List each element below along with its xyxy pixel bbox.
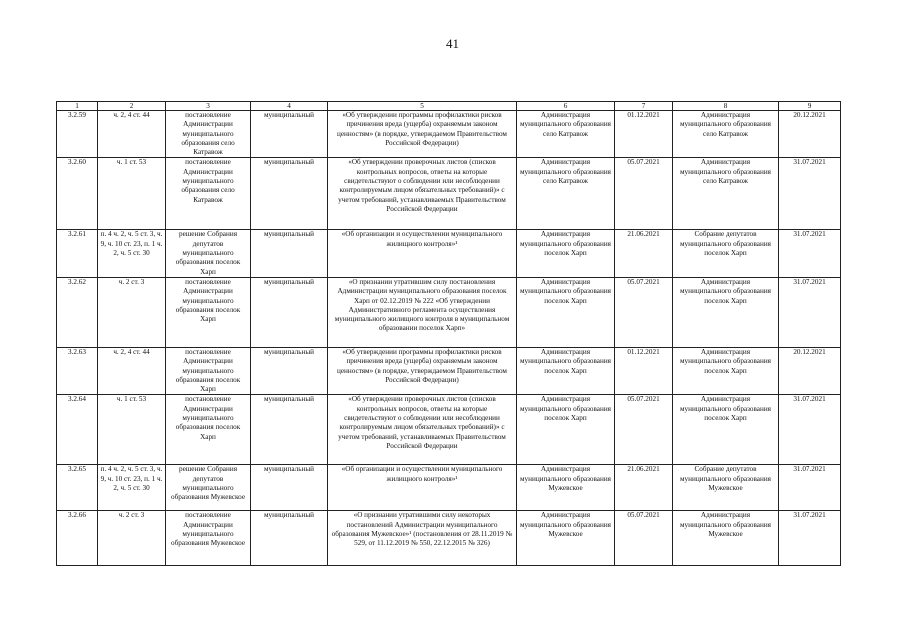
updater-cell: Администрация муниципального образования поселок Харп	[673, 347, 779, 394]
level-cell: муниципальный	[251, 347, 328, 394]
article-cell: ч. 1 ст. 53	[98, 158, 166, 230]
article-cell: ч. 2 ст. 3	[98, 277, 166, 347]
column-header: 5	[328, 102, 517, 111]
responsible-cell: Администрация муниципального образования село Катравож	[517, 158, 615, 230]
updater-cell: Администрация муниципального образования село Катравож	[673, 158, 779, 230]
article-cell: ч. 1 ст. 53	[98, 395, 166, 465]
updater-cell: Администрация муниципального образования село Катравож	[673, 111, 779, 158]
act-form-cell: решение Собрания депутатов муниципального образования Мужевское	[166, 465, 251, 511]
column-header: 6	[517, 102, 615, 111]
update-date-cell: 31.07.2021	[779, 465, 841, 511]
deadline-cell: 01.12.2021	[615, 111, 673, 158]
updater-cell: Собрание депутатов муниципального образования Мужевское	[673, 465, 779, 511]
column-header: 3	[166, 102, 251, 111]
level-cell: муниципальный	[251, 395, 328, 465]
table-row	[57, 347, 841, 394]
act-name-cell: «О признании утратившим силу постановления Администрации муниципального образования поселок Харп от 02.12.2019 № 222 «Об утверждении Административного регламента осуществления муниципального жилищного контроля в муниципальном образовании поселок Харп»	[328, 277, 517, 347]
deadline-cell: 01.12.2021	[615, 347, 673, 394]
responsible-cell: Администрация муниципального образования село Катравож	[517, 111, 615, 158]
article-cell: п. 4 ч. 2, ч. 5 ст. 3, ч. 9, ч. 10 ст. 23, п. 1 ч. 2, ч. 5 ст. 30	[98, 465, 166, 511]
update-date-cell: 20.12.2021	[779, 111, 841, 158]
responsible-cell: Администрация муниципального образования поселок Харп	[517, 230, 615, 277]
responsible-cell: Администрация муниципального образования поселок Харп	[517, 395, 615, 465]
update-date-cell: 31.07.2021	[779, 277, 841, 347]
act-form-cell: постановление Администрации муниципального образования поселок Харп	[166, 277, 251, 347]
table-row	[57, 158, 841, 230]
table-row	[57, 465, 841, 511]
update-date-cell: 31.07.2021	[779, 511, 841, 566]
row-number-cell: 3.2.59	[57, 111, 98, 158]
act-form-cell: постановление Администрации муниципального образования Мужевское	[166, 511, 251, 566]
article-cell: ч. 2, 4 ст. 44	[98, 111, 166, 158]
page-number: 41	[446, 36, 459, 51]
deadline-cell: 05.07.2021	[615, 158, 673, 230]
article-cell: ч. 2, 4 ст. 44	[98, 347, 166, 394]
act-name-cell: «Об утверждении программы профилактики рисков причинения вреда (ущерба) охраняемым законом ценностям» (в порядке, утверждаемом Правительством Российской Федерации)	[328, 111, 517, 158]
row-number-cell: 3.2.66	[57, 511, 98, 566]
update-date-cell: 31.07.2021	[779, 395, 841, 465]
level-cell: муниципальный	[251, 111, 328, 158]
table-row	[57, 111, 841, 158]
update-date-cell: 20.12.2021	[779, 347, 841, 394]
level-cell: муниципальный	[251, 277, 328, 347]
responsible-cell: Администрация муниципального образования поселок Харп	[517, 277, 615, 347]
act-name-cell: «Об организации и осуществлении муниципального жилищного контроля»¹	[328, 230, 517, 277]
row-number-cell: 3.2.62	[57, 277, 98, 347]
column-header: 2	[98, 102, 166, 111]
act-form-cell: решение Собрания депутатов муниципального образования поселок Харп	[166, 230, 251, 277]
act-name-cell: «Об утверждении проверочных листов (списков контрольных вопросов, ответы на которые свидетельствуют о соблюдении или несоблюдении контролируемым лицом обязательных требований)» с учетом требований, устанавливаемых Правительством Российской Федерации	[328, 158, 517, 230]
table-row	[57, 511, 841, 566]
act-form-cell: постановление Администрации муниципального образования село Катравож	[166, 111, 251, 158]
column-header: 4	[251, 102, 328, 111]
table-row	[57, 277, 841, 347]
registry-table	[56, 101, 841, 566]
article-cell: ч. 2 ст. 3	[98, 511, 166, 566]
table-row	[57, 395, 841, 465]
row-number-cell: 3.2.64	[57, 395, 98, 465]
update-date-cell: 31.07.2021	[779, 158, 841, 230]
deadline-cell: 21.06.2021	[615, 230, 673, 277]
row-number-cell: 3.2.63	[57, 347, 98, 394]
level-cell: муниципальный	[251, 158, 328, 230]
row-number-cell: 3.2.65	[57, 465, 98, 511]
level-cell: муниципальный	[251, 511, 328, 566]
updater-cell: Администрация муниципального образования поселок Харп	[673, 395, 779, 465]
deadline-cell: 05.07.2021	[615, 277, 673, 347]
act-form-cell: постановление Администрации муниципального образования село Катравож	[166, 158, 251, 230]
column-header: 1	[57, 102, 98, 111]
act-name-cell: «Об утверждении проверочных листов (списков контрольных вопросов, ответы на которые свидетельствуют о соблюдении или несоблюдении контролируемым лицом обязательных требований)» с учетом требований, устанавливаемых Правительством Российской Федерации	[328, 395, 517, 465]
responsible-cell: Администрация муниципального образования Мужевское	[517, 511, 615, 566]
updater-cell: Администрация муниципального образования Мужевское	[673, 511, 779, 566]
article-cell: п. 4 ч. 2, ч. 5 ст. 3, ч. 9, ч. 10 ст. 23, п. 1 ч. 2, ч. 5 ст. 30	[98, 230, 166, 277]
act-name-cell: «Об организации и осуществлении муниципального жилищного контроля»¹	[328, 465, 517, 511]
act-name-cell: «О признании утратившими силу некоторых постановлений Администрации муниципального образования Мужевское»¹ (постановления от 28.11.2019 № 529, от 11.12.2019 № 550, 22.12.2015 № 326)	[328, 511, 517, 566]
act-form-cell: постановление Администрации муниципального образования поселок Харп	[166, 395, 251, 465]
deadline-cell: 21.06.2021	[615, 465, 673, 511]
row-number-cell: 3.2.60	[57, 158, 98, 230]
level-cell: муниципальный	[251, 230, 328, 277]
table-row	[57, 230, 841, 277]
act-form-cell: постановление Администрации муниципального образования поселок Харп	[166, 347, 251, 394]
deadline-cell: 05.07.2021	[615, 395, 673, 465]
column-header: 8	[673, 102, 779, 111]
level-cell: муниципальный	[251, 465, 328, 511]
column-header: 7	[615, 102, 673, 111]
updater-cell: Собрание депутатов муниципального образования поселок Харп	[673, 230, 779, 277]
header-row	[57, 102, 841, 111]
column-header: 9	[779, 102, 841, 111]
responsible-cell: Администрация муниципального образования поселок Харп	[517, 347, 615, 394]
update-date-cell: 31.07.2021	[779, 230, 841, 277]
row-number-cell: 3.2.61	[57, 230, 98, 277]
act-name-cell: «Об утверждении программы профилактики рисков причинения вреда (ущерба) охраняемым законом ценностям» (в порядке, утверждаемом Правительством Российской Федерации)	[328, 347, 517, 394]
updater-cell: Администрация муниципального образования поселок Харп	[673, 277, 779, 347]
responsible-cell: Администрация муниципального образования Мужевское	[517, 465, 615, 511]
deadline-cell: 05.07.2021	[615, 511, 673, 566]
